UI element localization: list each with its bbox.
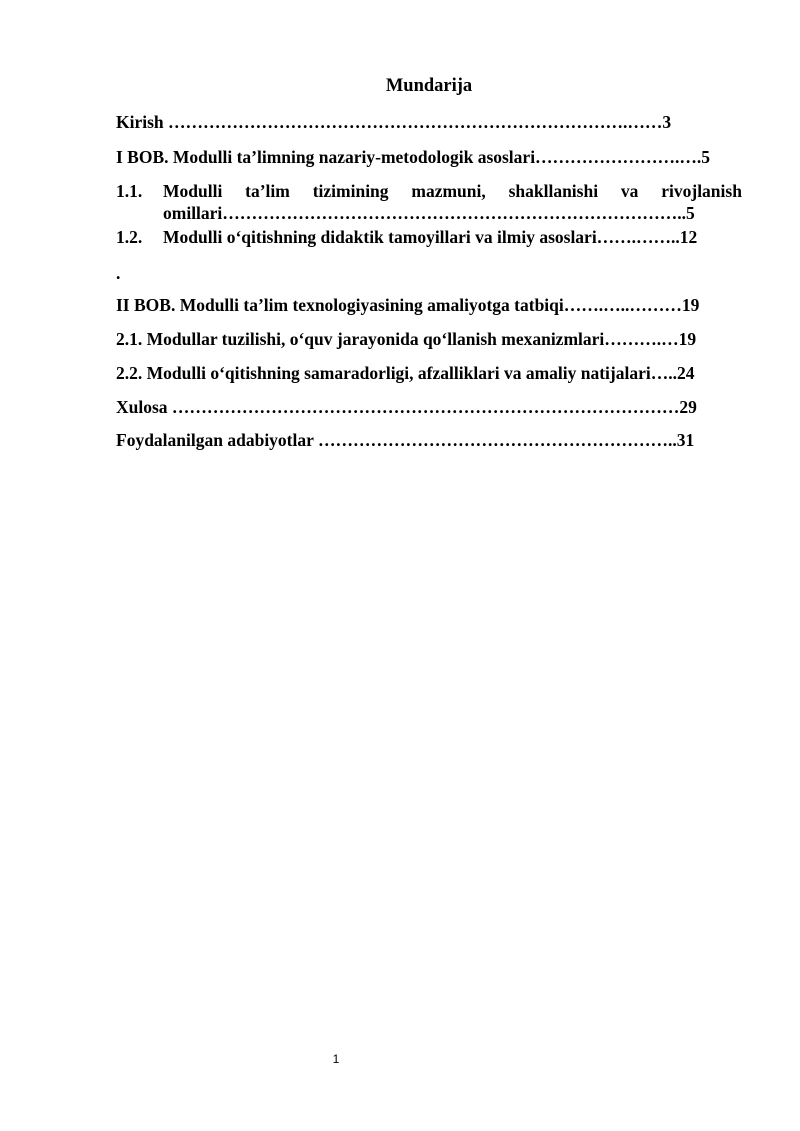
toc-entry-xulosa: Xulosa ……………………………………………………………………………29 bbox=[116, 397, 697, 417]
toc-entry-bob1: I BOB. Modulli ta’limning nazariy-metodologik asoslari…………………….….5 bbox=[116, 147, 711, 167]
toc-word: tizimining bbox=[312, 181, 389, 201]
toc-entry-2-1: 2.1. Modullar tuzilishi, o‘quv jarayonida qo‘llanish mexanizmlari……….…19 bbox=[116, 329, 697, 349]
toc-entry-2-2: 2.2. Modulli o‘qitishning samaradorligi, afzalliklari va amaliy natijalari…..24 bbox=[116, 363, 695, 383]
page-number: 1 bbox=[332, 1052, 340, 1066]
toc-entry-text-line bbox=[163, 180, 742, 202]
toc-entry-number: 1.2. bbox=[116, 227, 143, 247]
toc-word: mazmuni, bbox=[411, 181, 486, 201]
toc-entry-adabiyotlar: Foydalanilgan adabiyotlar ……………………………………………………..31 bbox=[116, 430, 695, 450]
page-title: Mundarija bbox=[385, 76, 473, 96]
toc-word: rivojlanish bbox=[661, 181, 742, 201]
toc-entry-number: 1.1. bbox=[116, 181, 143, 201]
toc-entry-kirish: Kirish …………………………………………………………………….……3 bbox=[116, 112, 672, 132]
toc-word: shakllanishi bbox=[508, 181, 599, 201]
toc-word: va bbox=[620, 181, 639, 201]
toc-entry-1-1 bbox=[116, 180, 742, 224]
toc-word: Modulli bbox=[163, 181, 223, 201]
toc-stray-dot: . bbox=[116, 263, 121, 283]
toc-word: ta’lim bbox=[245, 181, 290, 201]
toc-entry-continuation: omillari……………………………………………………………………..5 bbox=[163, 203, 695, 223]
toc-entry-text: Modulli o‘qitishning didaktik tamoyillari va ilmiy asoslari…….……..12 bbox=[163, 227, 698, 247]
toc-entry-1-2 bbox=[116, 226, 697, 248]
toc-entry-bob2: II BOB. Modulli ta’lim texnologiyasining amaliyotga tatbiqi…….…..………19 bbox=[116, 295, 700, 315]
